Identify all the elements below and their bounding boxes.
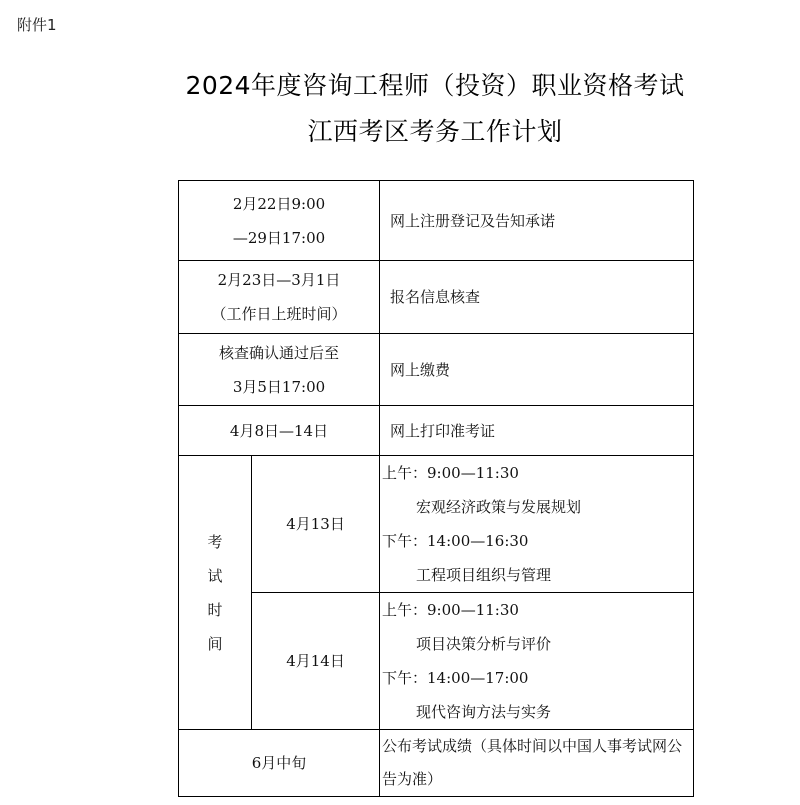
schedule-date-cell — [179, 406, 380, 456]
am-session-time: 上午：9:00—11:30 — [382, 601, 519, 619]
date-line: （工作日上班时间） — [211, 305, 347, 323]
exam-day-date: 4月14日 — [252, 593, 380, 730]
exam-session-cell — [380, 456, 694, 593]
pm-session-subject: 现代咨询方法与实务 — [416, 703, 552, 721]
am-session-subject: 项目决策分析与评价 — [416, 635, 552, 653]
table-row — [179, 593, 694, 730]
date-line: 3月5日17:00 — [232, 377, 326, 396]
pm-session-time: 下午：14:00—17:00 — [382, 669, 529, 687]
schedule-task-cell: 报名信息核查 — [380, 261, 694, 334]
schedule-date-cell — [179, 261, 380, 334]
exam-label-char: 考 — [207, 532, 223, 551]
exam-label-char: 间 — [207, 634, 223, 653]
schedule-task-cell: 网上缴费 — [380, 334, 694, 406]
table-row — [179, 181, 694, 261]
table-row — [179, 406, 694, 456]
document-title-line-2: 江西考区考务工作计划 — [307, 117, 563, 146]
table-row — [179, 456, 694, 593]
document-title-line-1: 2024年度咨询工程师（投资）职业资格考试 — [185, 71, 685, 100]
date-line: —29日17:00 — [232, 228, 326, 247]
attachment-label: 附件1 — [17, 16, 57, 34]
results-date-cell: 6月中旬 — [179, 730, 380, 797]
exam-day-date: 4月13日 — [252, 456, 380, 593]
exam-time-label-cell — [179, 456, 252, 730]
date-line: 2月22日9:00 — [232, 194, 326, 213]
schedule-task-cell: 网上注册登记及告知承诺 — [380, 181, 694, 261]
table-row — [179, 334, 694, 406]
date-line: 2月23日—3月1日 — [217, 271, 341, 289]
table-row — [179, 730, 694, 797]
table-row — [179, 261, 694, 334]
exam-session-cell — [380, 593, 694, 730]
am-session-subject: 宏观经济政策与发展规划 — [416, 498, 582, 516]
date-line: 核查确认通过后至 — [219, 343, 340, 362]
results-task-cell: 公布考试成绩（具体时间以中国人事考试网公告为准） — [380, 730, 694, 797]
exam-label-char: 试 — [207, 566, 223, 585]
exam-label-char: 时 — [207, 600, 223, 619]
pm-session-time: 下午：14:00—16:30 — [382, 532, 529, 550]
pm-session-subject: 工程项目组织与管理 — [416, 566, 552, 584]
schedule-task-cell: 网上打印准考证 — [380, 406, 694, 456]
am-session-time: 上午：9:00—11:30 — [382, 464, 519, 482]
schedule-table — [178, 180, 694, 797]
schedule-date-cell — [179, 334, 380, 406]
schedule-date-cell — [179, 181, 380, 261]
date-line: 4月8日—14日 — [229, 421, 329, 440]
